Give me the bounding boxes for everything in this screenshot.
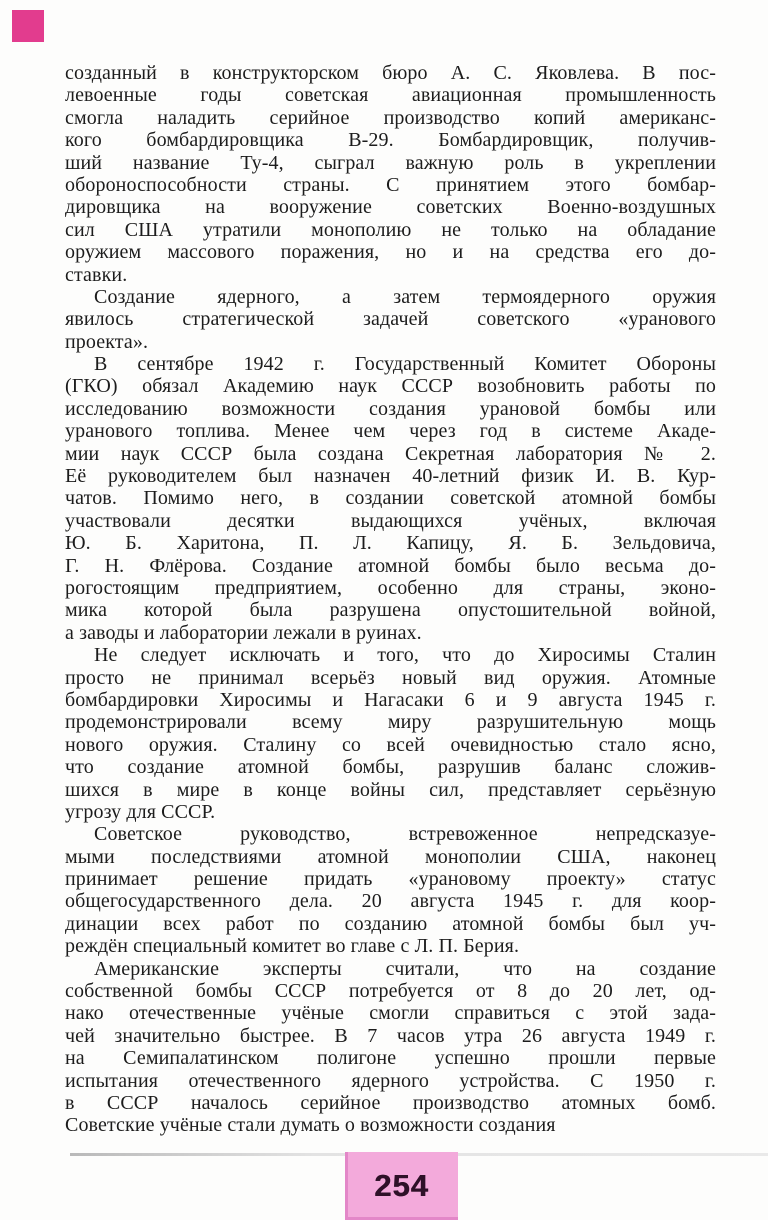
text-line: Американские эксперты считали, что на создание xyxy=(94,957,716,980)
text-line: общегосударственного дела. 20 августа 1945 г. для коор- xyxy=(65,890,716,913)
text-line: принимает решение придать «урановому проекту» статус xyxy=(65,868,716,891)
text-line: левоенные годы советская авиационная промышленность xyxy=(65,84,716,107)
text-line: дировщика на вооружение советских Военно-воздушных xyxy=(65,196,716,219)
text-line: рогостоящим предприятием, особенно для страны, эконо- xyxy=(65,576,716,599)
text-line: чей значительно быстрее. В 7 часов утра 26 августа 1949 г. xyxy=(65,1024,716,1047)
text-line: угрозу для СССР. xyxy=(65,800,216,823)
text-block xyxy=(65,62,716,1137)
text-line: обороноспособности страны. С принятием этого бомбар- xyxy=(65,173,716,196)
text-line: мика которой была разрушена опустошительной войной, xyxy=(65,599,716,622)
text-line: Советские учёные стали думать о возможности создания xyxy=(65,1114,556,1137)
text-line: нового оружия. Сталину со всей очевидностью стало ясно, xyxy=(65,733,716,756)
text-line: на Семипалатинском полигоне успешно прошли первые xyxy=(65,1047,716,1070)
text-line: исследованию возможности создания урановой бомбы или xyxy=(65,397,716,420)
corner-marker xyxy=(12,10,44,42)
text-line: шихся в мире в конце войны сил, представляет серьёзную xyxy=(65,778,716,801)
text-line: Ю. Б. Харитона, П. Л. Капицу, Я. Б. Зельдовича, xyxy=(65,532,716,555)
text-line: уранового топлива. Менее чем через год в системе Акаде- xyxy=(65,420,716,443)
text-line: чатов. Помимо него, в создании советской атомной бомбы xyxy=(65,487,716,510)
text-line: оружием массового поражения, но и на средства его до- xyxy=(65,241,716,264)
text-line: бомбардировки Хиросимы и Нагасаки 6 и 9 августа 1945 г. xyxy=(65,688,716,711)
text-line: мыми последствиями атомной монополии США, наконец xyxy=(65,845,716,868)
text-line: смогла наладить серийное производство копий американс- xyxy=(65,106,716,129)
text-line: просто не принимал всерьёз новый вид оружия. Атомные xyxy=(65,666,716,689)
text-line: собственной бомбы СССР потребуется от 8 до 20 лет, од- xyxy=(65,980,716,1003)
text-line: проекта». xyxy=(65,330,149,353)
text-line: а заводы и лаборатории лежали в руинах. xyxy=(65,621,422,644)
text-line: мии наук СССР была создана Секретная лаборатория № 2. xyxy=(65,442,716,465)
text-line: продемонстрировали всему миру разрушительную мощь xyxy=(65,711,716,734)
text-line: что создание атомной бомбы, разрушив баланс сложив- xyxy=(65,756,716,779)
text-line: ставки. xyxy=(65,263,128,286)
text-line: нако отечественные учёные смогли справиться с этой зада- xyxy=(65,1002,716,1025)
text-line: созданный в конструкторском бюро А. С. Яковлева. В пос- xyxy=(65,62,716,84)
text-line: Не следует исключать и того, что до Хиросимы Сталин xyxy=(94,644,716,667)
page-number: 254 xyxy=(374,1168,429,1203)
text-line: в СССР началось серийное производство атомных бомб. xyxy=(65,1091,716,1114)
text-line: Создание ядерного, а затем термоядерного оружия xyxy=(94,285,716,308)
text-line: (ГКО) обязал Академию наук СССР возобновить работы по xyxy=(65,375,716,398)
text-line: ший название Ту-4, сыграл важную роль в укреплении xyxy=(65,151,716,174)
text-line: динации всех работ по созданию атомной бомбы был уч- xyxy=(65,912,716,935)
text-line: явилось стратегической задачей советского «уранового xyxy=(65,308,716,331)
text-line: испытания отечественного ядерного устройства. С 1950 г. xyxy=(65,1069,716,1092)
text-line: сил США утратили монополию не только на обладание xyxy=(65,218,716,241)
text-line: реждён специальный комитет во главе с Л. П. Берия. xyxy=(65,935,520,958)
text-line: Г. Н. Флёрова. Создание атомной бомбы было весьма до- xyxy=(65,554,716,577)
text-line: Советское руководство, встревоженное непредсказуе- xyxy=(94,823,716,846)
page-number-tab xyxy=(345,1152,458,1220)
text-line: В сентябре 1942 г. Государственный Комитет Обороны xyxy=(94,353,716,376)
text-line: кого бомбардировщика В-29. Бомбардировщик, получив- xyxy=(65,129,716,152)
text-line: участвовали десятки выдающихся учёных, включая xyxy=(65,509,716,532)
text-line: Её руководителем был назначен 40-летний физик И. В. Кур- xyxy=(65,465,716,488)
